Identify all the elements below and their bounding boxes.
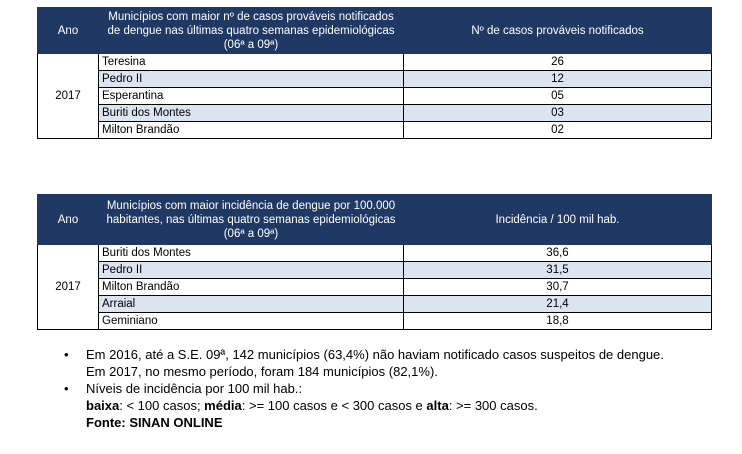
value-cell: 30,7 bbox=[404, 279, 712, 296]
year-cell: 2017 bbox=[38, 245, 99, 330]
header-ano: Ano bbox=[38, 195, 99, 245]
note-line: Em 2017, no mesmo período, foram 184 municípios (82,1%). bbox=[86, 364, 438, 379]
note-text bbox=[86, 380, 538, 431]
media-text: : >= 100 casos e < 300 casos e bbox=[241, 398, 427, 413]
alta-label: alta bbox=[426, 398, 449, 413]
baixa-text: : < 100 casos; bbox=[119, 398, 205, 413]
municipio-cell: Buriti dos Montes bbox=[99, 245, 404, 262]
source-line: Fonte: SINAN ONLINE bbox=[86, 415, 223, 430]
table-row bbox=[38, 262, 712, 279]
incidence-table bbox=[37, 194, 712, 330]
table-row bbox=[38, 296, 712, 313]
table-header-row bbox=[38, 8, 712, 54]
value-cell: 18,8 bbox=[404, 313, 712, 330]
value-cell: 05 bbox=[404, 88, 712, 105]
value-cell: 02 bbox=[404, 122, 712, 139]
table-row bbox=[38, 122, 712, 139]
note-text bbox=[86, 346, 664, 380]
value-cell: 26 bbox=[404, 54, 712, 71]
municipio-cell: Esperantina bbox=[99, 88, 404, 105]
municipio-cell: Buriti dos Montes bbox=[99, 105, 404, 122]
table-row bbox=[38, 54, 712, 71]
table-row bbox=[38, 105, 712, 122]
bullet: • bbox=[64, 381, 69, 396]
table-row bbox=[38, 245, 712, 262]
notes-section bbox=[64, 346, 724, 431]
municipio-cell: Teresina bbox=[99, 54, 404, 71]
municipio-cell: Arraial bbox=[99, 296, 404, 313]
header-incidencia: Incidência / 100 mil hab. bbox=[404, 195, 712, 245]
municipio-cell: Pedro II bbox=[99, 262, 404, 279]
table-row bbox=[38, 279, 712, 296]
alta-text: : >= 300 casos. bbox=[448, 398, 538, 413]
note-line: Em 2016, até a S.E. 09ª, 142 municípios (63,4%) não haviam notificado casos suspeitos de dengue. bbox=[86, 347, 664, 362]
note-item bbox=[64, 380, 724, 431]
media-label: média bbox=[204, 398, 242, 413]
header-ano: Ano bbox=[38, 8, 99, 54]
value-cell: 36,6 bbox=[404, 245, 712, 262]
municipio-cell: Milton Brandão bbox=[99, 279, 404, 296]
table-row bbox=[38, 71, 712, 88]
table-row bbox=[38, 313, 712, 330]
note-item bbox=[64, 346, 724, 380]
municipio-cell: Milton Brandão bbox=[99, 122, 404, 139]
header-municipios: Municípios com maior nº de casos prováveis notificados de dengue nas últimas quatro semanas epidemiológicas (06ª a 09ª) bbox=[99, 8, 404, 54]
municipio-cell: Geminiano bbox=[99, 313, 404, 330]
municipio-cell: Pedro II bbox=[99, 71, 404, 88]
header-casos: Nº de casos prováveis notificados bbox=[404, 8, 712, 54]
table-row bbox=[38, 88, 712, 105]
levels-line bbox=[86, 397, 538, 414]
value-cell: 03 bbox=[404, 105, 712, 122]
header-municipios: Municípios com maior incidência de dengue por 100.000 habitantes, nas últimas quatro semanas epidemiológicas (06ª a 09ª) bbox=[99, 195, 404, 245]
value-cell: 12 bbox=[404, 71, 712, 88]
year-cell: 2017 bbox=[38, 54, 99, 139]
value-cell: 21,4 bbox=[404, 296, 712, 313]
baixa-label: baixa bbox=[86, 398, 120, 413]
bullet: • bbox=[64, 347, 69, 362]
note-line: Níveis de incidência por 100 mil hab.: bbox=[86, 381, 303, 396]
table-header-row bbox=[38, 195, 712, 245]
cases-table bbox=[37, 7, 712, 139]
value-cell: 31,5 bbox=[404, 262, 712, 279]
